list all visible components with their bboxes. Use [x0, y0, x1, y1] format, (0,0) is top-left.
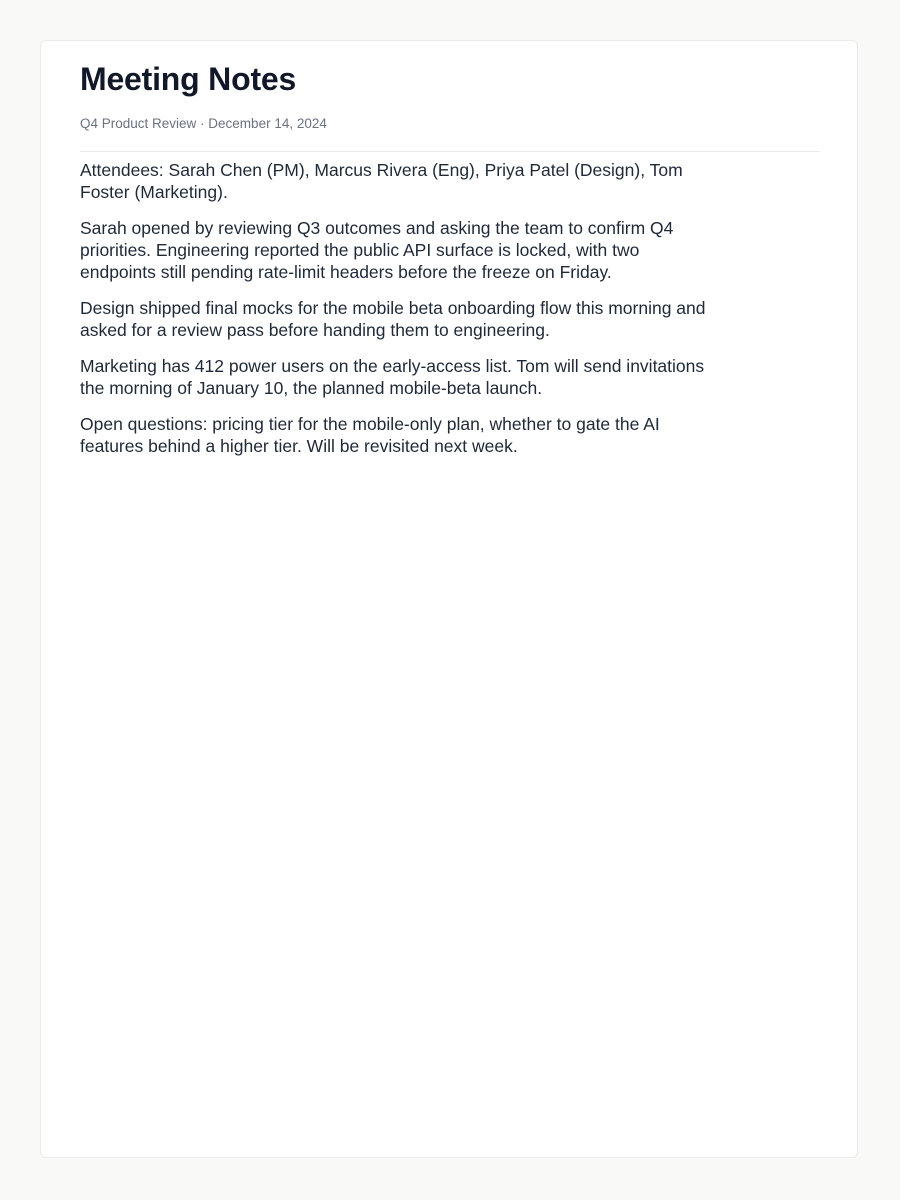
document-body [80, 159, 720, 471]
divider [80, 151, 820, 152]
design-paragraph: Design shipped final mocks for the mobile beta onboarding flow this morning and asked for a review pass before handing them to engineering. [80, 298, 706, 340]
marketing-paragraph: Marketing has 412 power users on the early-access list. Tom will send invitations the morning of January 10, the planned mobile-beta launch. [80, 356, 705, 398]
opening-paragraph: Sarah opened by reviewing Q3 outcomes and asking the team to confirm Q4 priorities. Engineering reported the public API surface is locked, with two endpoints still pending rate-limit headers before the freeze on Friday. [80, 218, 674, 282]
document-meta: Q4 Product Review · December 14, 2024 [80, 116, 327, 131]
page-title: Meeting Notes [80, 61, 297, 97]
open-questions-paragraph: Open questions: pricing tier for the mobile-only plan, whether to gate the AI features behind a higher tier. Will be revisited next week. [80, 414, 660, 456]
attendees-paragraph: Attendees: Sarah Chen (PM), Marcus Rivera (Eng), Priya Patel (Design), Tom Foster (Marketing). [80, 160, 683, 202]
document-card [40, 40, 858, 1158]
